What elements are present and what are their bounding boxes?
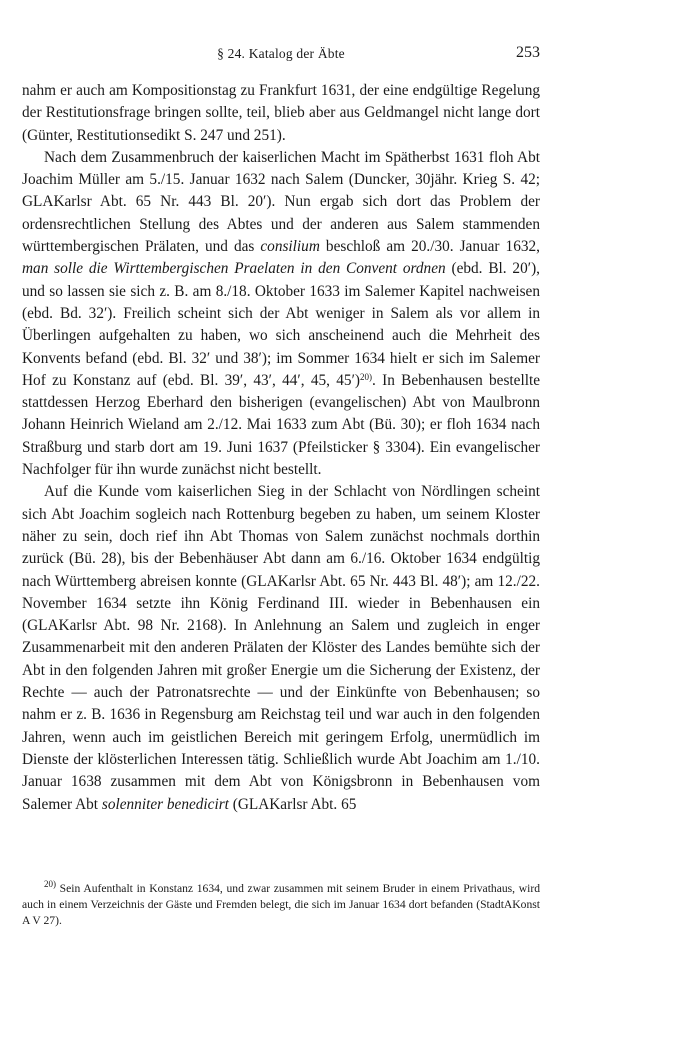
paragraph-text: (ebd. Bl. 20′), und so lassen sie sich z. B. am 8./18. Oktober 1633 im Salemer Kapitel nachweisen (ebd. Bd. 32′). Freilich scheint sich der Abt weniger in Salem als vor allem in Überlingen aufgehalten zu haben, wo sich anscheinend auch die Mehrheit des Konvents befand (ebd. Bl. 32′ und 38′); im Sommer 1634 hielt er sich im Salemer Hof zu Konstanz auf (ebd. Bl. 39′, 43′, 44′, 45, 45′) xyxy=(22,260,540,389)
italic-term: consilium xyxy=(260,238,320,256)
paragraph-text: . In Bebenhausen bestellte stattdessen Herzog Eberhard den bisherigen (evangelischen) Abt von Maulbronn Johann Heinrich Wieland am 2./12. Mai 1633 zum Abt (Bü. 30); er floh 1634 nach Straßburg und starb dort am 19. Juni 1637 (Pfeilsticker § 3304). Ein evangelischer Nachfolger für ihn wurde zunächst nicht bestellt. xyxy=(22,371,540,479)
paragraph-text: Nach dem Zusammenbruch der kaiserlichen Macht im Spätherbst 1631 floh Abt Joachim Müller am 5./15. Januar 1632 nach Salem (Duncker, 30jähr. Krieg S. 42; GLAKarlsr Abt. 65 Nr. 443 Bl. 20′). Nun ergab sich dort das Problem der ordensrechtlichen Stellung des Abtes und der anderen aus Salem stammenden württembergischen Prälaten, und das xyxy=(22,148,540,256)
italic-quote: solenniter benedicirt xyxy=(101,795,229,813)
footnotes xyxy=(22,881,540,929)
paragraph-text: (GLAKarlsr Abt. 65 xyxy=(228,795,357,813)
page-header xyxy=(22,46,540,70)
footnote-text: Sein Aufenthalt in Konstanz 1634, und zwar zusammen mit seinem Bruder in einem Privathaus, wird auch in einem Verzeichnis der Gäste und Fremden belegt, die sich im Januar 1634 dort befanden (StadtAKonst A V 27). xyxy=(22,882,540,927)
footnote-reference[interactable]: 20) xyxy=(360,371,373,382)
body-text xyxy=(22,80,540,816)
paragraph-3 xyxy=(22,481,540,815)
paragraph-text: nahm er auch am Kompositionstag zu Frankfurt 1631, der eine endgültige Regelung der Restitutionsfrage bringen sollte, teil, blieb aber aus Geldmangel nicht lange dort (Günter, Restitutionsedikt S. 247 und 251). xyxy=(22,82,540,144)
paragraph-text: beschloß am 20./30. Januar 1632, xyxy=(319,238,540,256)
paragraph-text: Auf die Kunde vom kaiserlichen Sieg in der Schlacht von Nördlingen scheint sich Abt Joachim sogleich nach Rottenburg begeben zu haben, um seinem Kloster näher zu sein, doch rief ihn Abt Thomas von Salem zunächst nochmals dorthin zurück (Bü. 28), bis der Bebenhäuser Abt dann am 6./16. Oktober 1634 endgültig nach Württemberg abreisen konnte (GLAKarlsr Abt. 65 Nr. 443 Bl. 48′); am 12./22. November 1634 setzte ihn König Ferdinand III. wieder in Bebenhausen ein (GLAKarlsr Abt. 98 Nr. 2168). In Anlehnung an Salem und zugleich in enger Zusammenarbeit mit den anderen Prälaten der Klöster des Landes bemühte sich der Abt in den folgenden Jahren mit großer Energie um die Sicherung der Existenz, der Rechte — auch der Patronatsrechte — und der Einkünfte von Bebenhausen; so nahm er z. B. 1636 in Regensburg am Reichstag teil und war auch in den folgenden Jahren, wenn auch im geistlichen Bereich mit geringem Erfolg, unermüdlich im Dienste der klösterlichen Interessen tätig. Schließlich wurde Abt Joachim am 1./10. Januar 1638 zusammen mit dem Abt von Königsbronn in Bebenhausen vom Salemer Abt xyxy=(22,483,540,813)
italic-quote: man solle die Wirttembergischen Praelaten in den Convent ordnen xyxy=(22,260,446,278)
paragraph-2 xyxy=(22,147,540,481)
page-number: 253 xyxy=(516,44,540,61)
paragraph-1 xyxy=(22,80,540,147)
footnote-20 xyxy=(22,881,540,929)
running-head: § 24. Katalog der Äbte xyxy=(217,46,345,61)
footnote-marker: 20) xyxy=(44,879,56,889)
